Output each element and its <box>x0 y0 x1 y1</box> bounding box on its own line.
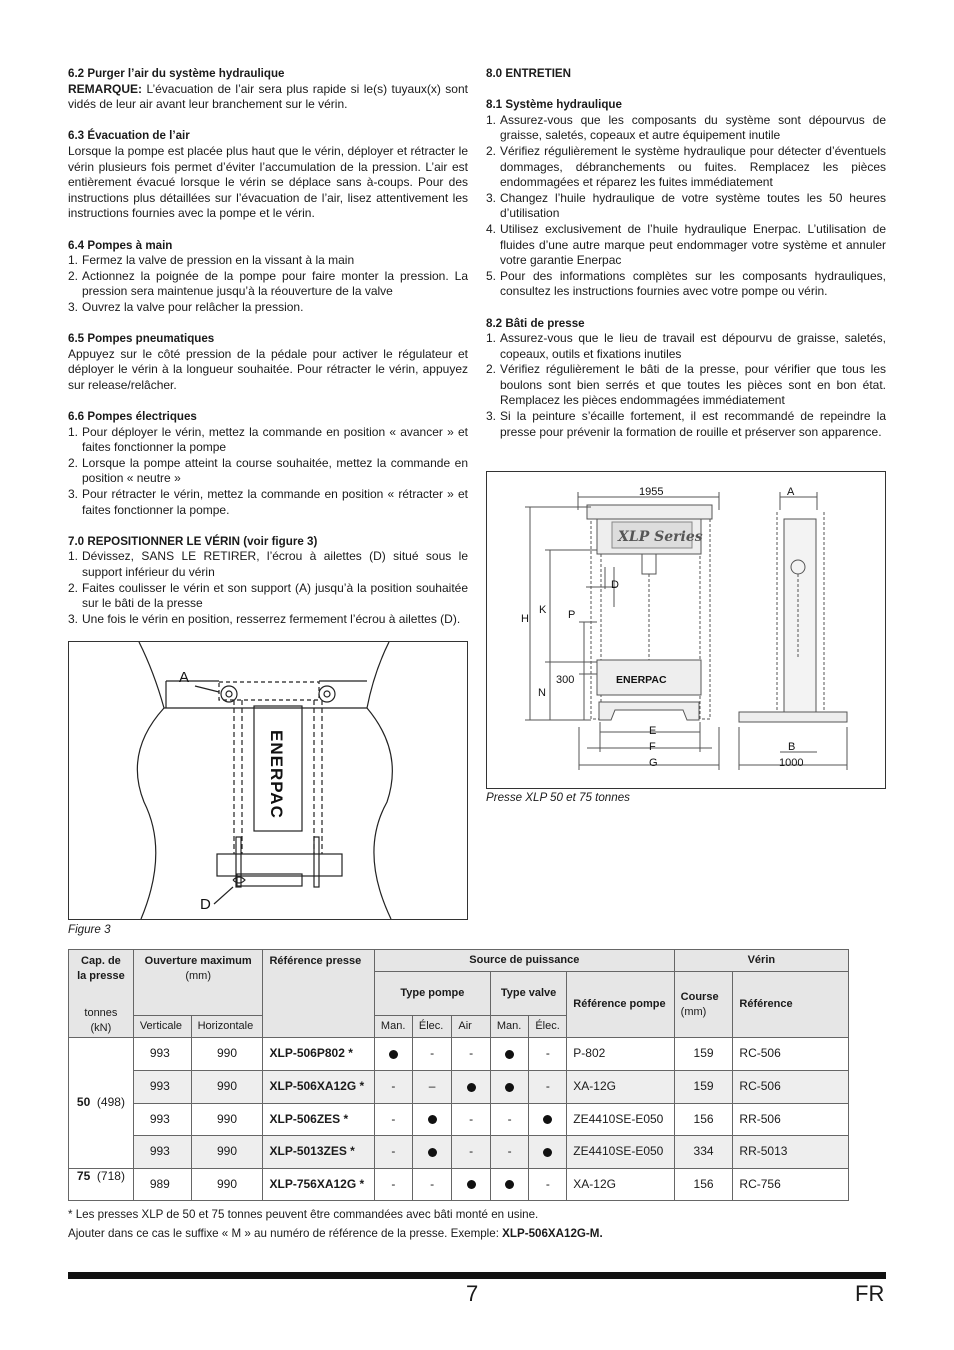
pump-man-cell <box>374 1038 412 1071</box>
label-e: E <box>649 725 657 737</box>
valve-elec-cell <box>529 1104 567 1136</box>
bullet-dot-icon <box>467 1083 476 1092</box>
bullet-dot-icon <box>543 1148 552 1157</box>
numbered-list <box>68 425 468 519</box>
section-7-0 <box>68 534 468 628</box>
label-d: D <box>200 896 211 913</box>
col-header-type-pompe: Type pompe <box>374 972 490 1016</box>
numbered-list <box>486 331 886 440</box>
pump-elec-cell: - <box>412 1169 452 1201</box>
list-item: 2. Vérifiez régulièrement le système hydraulique pour détecter d’éventuels dommages, débranchements ou fuites. Remplacez les pièces endommagées et réparez les fuites immédiatement <box>486 143 886 190</box>
ouverture-horizontale-cell: 990 <box>191 1104 263 1136</box>
figure-3-caption: Figure 3 <box>68 923 111 936</box>
ref-pompe-cell: XA-12G <box>567 1169 674 1201</box>
col-header-type-valve: Type valve <box>490 972 566 1016</box>
section-text: Appuyez sur le côté pression de la pédale pour activer le régulateur et déployer le vérin à la longueur souhaitée. Pour rétracter le vérin, appuyez sur release/relâcher. <box>68 346 468 392</box>
section-6-4 <box>68 238 468 316</box>
bullet-dot-icon <box>428 1148 437 1157</box>
numbered-list <box>486 113 886 300</box>
bullet-dot-icon <box>505 1050 514 1059</box>
pump-elec-cell <box>412 1136 452 1169</box>
bullet-dot-icon <box>467 1180 476 1189</box>
list-item: 3. Changez l’huile hydraulique de votre système toutes les 50 heures d’utilisation <box>486 190 886 221</box>
list-item: 4. Utilisez exclusivement de l’huile hydraulique Enerpac. L’utilisation de fluides d’une autre marque peut endommager votre système et annuler votre garantie Enerpac <box>486 221 886 268</box>
enerpac-logo: ENERPAC <box>267 730 286 819</box>
ref-verin-cell: RR-5013 <box>733 1136 849 1169</box>
section-6-3 <box>68 128 468 222</box>
bullet-dot-icon <box>428 1115 437 1124</box>
col-header-verin: Vérin <box>674 950 848 972</box>
pump-elec-cell: - <box>412 1038 452 1071</box>
pump-air-cell <box>452 1071 490 1104</box>
col-header-man: Man. <box>374 1016 412 1038</box>
label-n: N <box>538 687 546 699</box>
table-header-row <box>69 950 849 972</box>
pump-air-cell: - <box>452 1104 490 1136</box>
dim-a: A <box>787 486 795 498</box>
label-k: K <box>539 604 547 616</box>
ref-verin-cell: RC-506 <box>733 1038 849 1071</box>
list-item: 2. Faites coulisser le vérin et son support (A) jusqu’à la position souhaitée sur le bâti de la presse <box>68 580 468 611</box>
ouverture-horizontale-cell: 990 <box>191 1136 263 1169</box>
col-header-air: Air <box>452 1016 490 1038</box>
bullet-dot-icon <box>543 1115 552 1124</box>
table-notes <box>68 1205 603 1243</box>
table-row <box>69 1136 849 1169</box>
section-title: 8.1 Système hydraulique <box>486 98 622 112</box>
table-row <box>69 1104 849 1136</box>
col-header-capacity: Cap. de la presse tonnes (kN) <box>69 950 134 1038</box>
note-line: * Les presses XLP de 50 et 75 tonnes peuvent être commandées avec bâti monté en usine. <box>68 1208 539 1221</box>
page-number: 7 <box>466 1281 479 1306</box>
capacity-cell: 75 (718) <box>69 1169 134 1201</box>
ref-presse-cell: XLP-506P802 * <box>263 1038 374 1071</box>
table-row <box>69 1071 849 1104</box>
list-item: 1. Dévissez, SANS LE RETIRER, l’écrou à ailettes (D) situé sous le support inférieur du vérin <box>68 549 468 579</box>
label-a: A <box>179 669 190 686</box>
press-drawing <box>487 472 885 788</box>
col-header-ref-presse: Référence presse <box>263 950 374 1038</box>
ouverture-verticale-cell: 989 <box>133 1169 191 1201</box>
ref-presse-cell: XLP-756XA12G * <box>263 1169 374 1201</box>
list-item: 2. Actionnez la poignée de la pompe pour faire monter la pression. La pression sera maintenue jusqu’à la réouverture de la valve <box>68 268 468 299</box>
col-header-ouverture: Ouverture maximum (mm) <box>133 950 263 1016</box>
ouverture-verticale-cell: 993 <box>133 1136 191 1169</box>
section-8-1 <box>486 97 886 300</box>
label-d: D <box>611 579 619 591</box>
bullet-dot-icon <box>505 1180 514 1189</box>
list-item: 3. Une fois le vérin en position, resserrez fermement l’écrou à ailettes (D). <box>68 611 461 626</box>
valve-man-cell: - <box>490 1104 528 1136</box>
ref-verin-cell: RC-506 <box>733 1071 849 1104</box>
valve-man-cell <box>490 1071 528 1104</box>
bullet-dot-icon <box>389 1050 398 1059</box>
valve-man-cell <box>490 1038 528 1071</box>
section-text: Lorsque la pompe est placée plus haut que le vérin, déployer et rétracter le vérin plusieurs fois permet d’éviter l’accumulation de la pression. L’air est entièrement évacué lorsque le vérin se déplace sans à-coups. Pour des instructions plus détaillées sur l’évacuation de l’air, lisez attentivement les instructions fournies avec la pompe et le vérin. <box>68 143 468 221</box>
label-f: F <box>649 741 656 753</box>
section-title: 6.6 Pompes électriques <box>68 410 197 424</box>
section-6-2 <box>68 66 468 113</box>
ouverture-verticale-cell: 993 <box>133 1038 191 1071</box>
list-item: 2. Lorsque la pompe atteint la course souhaitée, mettez la commande en position « neutre » <box>68 455 468 486</box>
table-body <box>69 1038 849 1201</box>
ouverture-horizontale-cell: 990 <box>191 1169 263 1201</box>
ouverture-verticale-cell: 993 <box>133 1071 191 1104</box>
pump-elec-cell <box>412 1104 452 1136</box>
footer-divider <box>68 1272 886 1279</box>
course-cell: 159 <box>674 1038 733 1071</box>
table-row <box>69 1169 849 1201</box>
list-item: 1. Assurez-vous que le lieu de travail est dépourvu de graisse, saletés, copeaux, outils et fixations inutiles <box>486 331 886 361</box>
capacity-cell: 50 (498) <box>69 1038 134 1169</box>
valve-elec-cell <box>529 1136 567 1169</box>
dim-1955: 1955 <box>639 486 664 498</box>
ref-verin-cell: RR-506 <box>733 1104 849 1136</box>
list-item: 3. Ouvrez la valve pour relâcher la pression. <box>68 299 304 314</box>
course-cell: 156 <box>674 1169 733 1201</box>
course-cell: 334 <box>674 1136 733 1169</box>
table-row <box>69 1038 849 1071</box>
list-item: 3. Pour rétracter le vérin, mettez la commande en position « rétracter » et faites fonctionner la pompe. <box>68 487 468 517</box>
list-item: 3. Si la peinture s’écaille fortement, il est recommandé de repeindre la presse pour prévenir la formation de rouille et préserver son apparence. <box>486 409 886 439</box>
list-item: 1. Assurez-vous que les composants du système sont dépourvus de graisse, saletés, copeaux et autre équipement inutile <box>486 112 886 143</box>
list-item: 1. Pour déployer le vérin, mettez la commande en position « avancer » et faites fonctionner la pompe <box>68 424 468 455</box>
section-title: 6.2 Purger l’air du système hydraulique <box>68 67 285 80</box>
col-header-verticale: Verticale <box>133 1016 191 1038</box>
col-header-valve-man: Man. <box>490 1016 528 1038</box>
pump-man-cell: - <box>374 1104 412 1136</box>
col-header-elec: Élec. <box>412 1016 452 1038</box>
bullet-dot-icon <box>505 1083 514 1092</box>
section-title: 6.5 Pompes pneumatiques <box>68 332 215 346</box>
pump-air-cell: - <box>452 1038 490 1071</box>
valve-elec-cell: - <box>529 1169 567 1201</box>
pump-air-cell <box>452 1169 490 1201</box>
press-figure <box>486 471 886 789</box>
list-item: 5. Pour des informations complètes sur les composants hydrauliques, consultez les instructions fournies avec votre pompe ou vérin. <box>486 268 886 299</box>
ouverture-horizontale-cell: 990 <box>191 1038 263 1071</box>
ref-presse-cell: XLP-5013ZES * <box>263 1136 374 1169</box>
pump-air-cell: - <box>452 1136 490 1169</box>
pump-elec-cell: – <box>412 1071 452 1104</box>
valve-elec-cell: - <box>529 1038 567 1071</box>
valve-man-cell: - <box>490 1136 528 1169</box>
section-6-5 <box>68 331 468 393</box>
ref-pompe-cell: ZE4410SE-E050 <box>567 1136 674 1169</box>
section-title: 6.3 Évacuation de l’air <box>68 129 190 143</box>
ref-presse-cell: XLP-506ZES * <box>263 1104 374 1136</box>
course-cell: 159 <box>674 1071 733 1104</box>
ouverture-verticale-cell: 993 <box>133 1104 191 1136</box>
dim-300: 300 <box>556 674 575 686</box>
figure-3-drawing <box>69 642 467 919</box>
xlp-series-logo: XLP Series <box>618 529 703 545</box>
pump-man-cell: - <box>374 1071 412 1104</box>
section-8-2 <box>486 316 886 441</box>
col-header-course: Course (mm) <box>674 972 733 1038</box>
section-text: REMARQUE: L’évacuation de l’air sera plus rapide si le(s) tuyaux(x) sont vidés de leur air avant leur branchement sur le vérin. <box>68 81 468 112</box>
ref-pompe-cell: P-802 <box>567 1038 674 1071</box>
list-item: 1. Fermez la valve de pression en la vissant à la main <box>68 253 355 268</box>
ref-verin-cell: RC-756 <box>733 1169 849 1201</box>
right-column <box>486 66 886 456</box>
list-item: 2. Vérifiez régulièrement le bâti de la presse, pour vérifier que tous les boulons sont bien serrés et que toutes les pièces sont en bon état. Remplacez les pièces endommagées immédiatement <box>486 362 886 408</box>
col-header-ref-verin: Référence <box>733 972 849 1038</box>
section-title: 8.2 Bâti de presse <box>486 316 585 330</box>
ouverture-horizontale-cell: 990 <box>191 1071 263 1104</box>
press-figure-caption: Presse XLP 50 et 75 tonnes <box>486 791 630 804</box>
label-g: G <box>649 757 658 769</box>
note-line: Ajouter dans ce cas le suffixe « M » au numéro de référence de la presse. Exemple: XLP-506XA12G-M. <box>68 1227 603 1240</box>
ref-pompe-cell: XA-12G <box>567 1071 674 1104</box>
numbered-list <box>68 549 468 627</box>
section-title: 8.0 ENTRETIEN <box>486 67 572 80</box>
valve-man-cell <box>490 1169 528 1201</box>
col-header-ref-pompe: Référence pompe <box>567 972 674 1038</box>
language-code: FR <box>855 1281 885 1306</box>
label-h: H <box>521 613 529 625</box>
numbered-list <box>68 253 468 315</box>
col-header-source: Source de puissance <box>374 950 674 972</box>
pump-man-cell: - <box>374 1136 412 1169</box>
col-header-valve-elec: Élec. <box>529 1016 567 1038</box>
section-8-0 <box>486 66 886 82</box>
ref-presse-cell: XLP-506XA12G * <box>263 1071 374 1104</box>
pump-man-cell: - <box>374 1169 412 1201</box>
valve-elec-cell: - <box>529 1071 567 1104</box>
spec-table <box>68 949 849 1201</box>
left-column <box>68 66 468 643</box>
enerpac-logo: ENERPAC <box>616 674 667 686</box>
label-p: P <box>568 609 576 621</box>
section-title: 6.4 Pompes à main <box>68 238 173 252</box>
figure-3 <box>68 641 468 920</box>
course-cell: 156 <box>674 1104 733 1136</box>
label-b: B <box>788 741 796 753</box>
col-header-horizontale: Horizontale <box>191 1016 263 1038</box>
dim-1000: 1000 <box>779 757 804 769</box>
ref-pompe-cell: ZE4410SE-E050 <box>567 1104 674 1136</box>
section-6-6 <box>68 409 468 518</box>
section-title: 7.0 REPOSITIONNER LE VÉRIN (voir figure 3) <box>68 534 318 548</box>
